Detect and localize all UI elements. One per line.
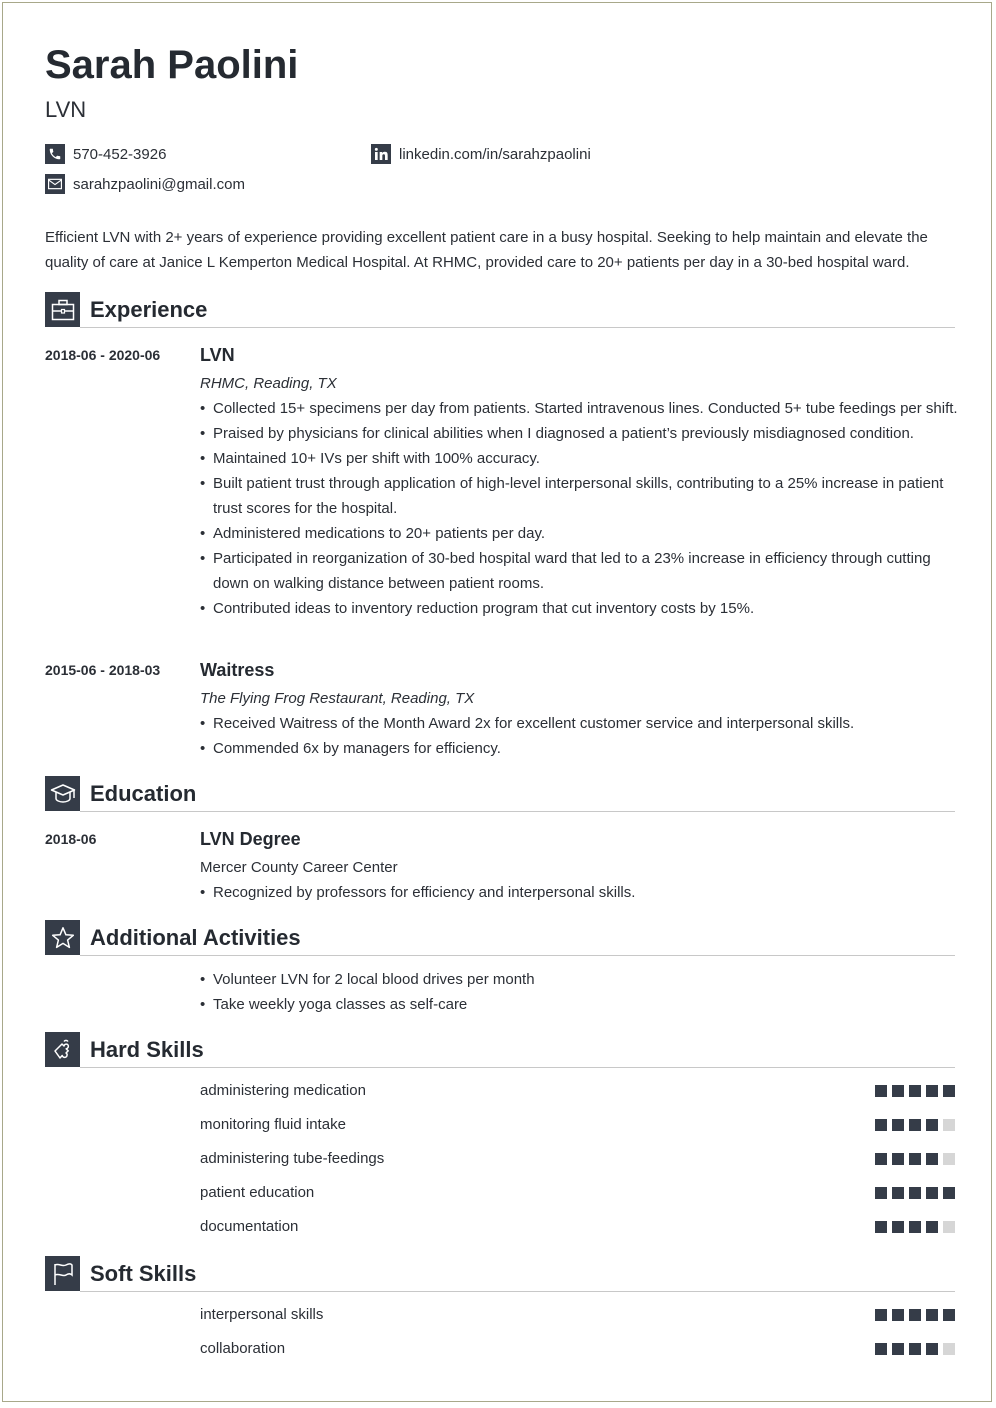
section-divider bbox=[80, 811, 955, 812]
skill-level-empty bbox=[943, 1119, 955, 1131]
skill-level-filled bbox=[926, 1085, 938, 1097]
skill-level-filled bbox=[926, 1153, 938, 1165]
briefcase-icon bbox=[45, 292, 80, 327]
email-text[interactable]: sarahzpaolini@gmail.com bbox=[73, 175, 245, 193]
email-contact bbox=[45, 174, 245, 194]
skill-level-filled bbox=[909, 1343, 921, 1355]
skill-level-filled bbox=[909, 1085, 921, 1097]
candidate-role: LVN bbox=[45, 97, 87, 122]
list-item: • Praised by physicians for clinical abilities when I diagnosed a patient’s previously misdiagnosed condition. bbox=[200, 421, 960, 446]
skill-row bbox=[200, 1218, 955, 1238]
education-section-header bbox=[45, 776, 955, 812]
hard-skills-title: Hard Skills bbox=[90, 1037, 204, 1062]
skill-name: administering medication bbox=[200, 1082, 366, 1099]
skill-level-filled bbox=[943, 1085, 955, 1097]
skill-level-filled bbox=[909, 1119, 921, 1131]
skill-level-meter bbox=[875, 1119, 955, 1131]
skill-level-filled bbox=[892, 1309, 904, 1321]
flag-icon bbox=[45, 1256, 80, 1291]
job-dates: 2018-06 - 2020-06 bbox=[45, 347, 161, 363]
list-item: • Built patient trust through application of high-level interpersonal skills, contributing to a 25% increase in patient trust scores for the hospital. bbox=[200, 471, 960, 521]
skill-level-meter bbox=[875, 1187, 955, 1199]
skill-level-filled bbox=[875, 1309, 887, 1321]
skill-level-filled bbox=[926, 1343, 938, 1355]
skill-name: interpersonal skills bbox=[200, 1306, 324, 1323]
list-item: • Commended 6x by managers for efficiency. bbox=[200, 736, 960, 761]
skill-level-filled bbox=[892, 1119, 904, 1131]
list-item: • Received Waitress of the Month Award 2x for excellent customer service and interpersonal skills. bbox=[200, 711, 960, 736]
skill-level-filled bbox=[892, 1187, 904, 1199]
activities-section-header bbox=[45, 920, 955, 956]
skill-level-filled bbox=[892, 1085, 904, 1097]
skill-level-filled bbox=[875, 1343, 887, 1355]
skill-level-empty bbox=[943, 1343, 955, 1355]
activities-title: Additional Activities bbox=[90, 925, 301, 950]
list-item: • Collected 15+ specimens per day from patients. Started intravenous lines. Conducted 5+ tube feedings per shift. bbox=[200, 396, 960, 421]
soft-skills-section-header bbox=[45, 1256, 955, 1292]
phone-icon bbox=[45, 144, 65, 164]
skill-level-empty bbox=[943, 1153, 955, 1165]
section-divider bbox=[80, 1291, 955, 1292]
profile-summary: Efficient LVN with 2+ years of experience providing excellent patient care in a busy hospital. Seeking to help maintain and elevate the quality of care at Janice L Kemperton Medical Hospital. At RHMC, provided care to 20+ patients per day in a 30-bed hospital ward. bbox=[45, 229, 928, 271]
skill-row bbox=[200, 1184, 955, 1204]
skill-level-filled bbox=[909, 1221, 921, 1233]
skill-level-filled bbox=[875, 1187, 887, 1199]
skill-level-filled bbox=[909, 1153, 921, 1165]
section-divider bbox=[80, 955, 955, 956]
linkedin-icon bbox=[371, 144, 391, 164]
skill-level-filled bbox=[943, 1187, 955, 1199]
email-icon bbox=[45, 174, 65, 194]
job-bullets bbox=[200, 396, 960, 621]
list-item: • Take weekly yoga classes as self-care bbox=[200, 992, 960, 1017]
skill-level-meter bbox=[875, 1309, 955, 1321]
job-dates: 2015-06 - 2018-03 bbox=[45, 662, 161, 678]
skill-level-empty bbox=[943, 1221, 955, 1233]
education-date: 2018-06 bbox=[45, 831, 97, 847]
job-employer: RHMC, Reading, TX bbox=[200, 375, 337, 392]
list-item: • Maintained 10+ IVs per shift with 100% accuracy. bbox=[200, 446, 960, 471]
job-title: Waitress bbox=[200, 660, 275, 680]
skill-name: monitoring fluid intake bbox=[200, 1116, 346, 1133]
graduation-cap-icon bbox=[45, 776, 80, 811]
skill-row bbox=[200, 1340, 955, 1360]
skill-level-filled bbox=[892, 1221, 904, 1233]
skill-level-filled bbox=[875, 1119, 887, 1131]
skill-level-filled bbox=[892, 1343, 904, 1355]
skill-name: collaboration bbox=[200, 1340, 286, 1357]
skill-level-meter bbox=[875, 1153, 955, 1165]
soft-skills-title: Soft Skills bbox=[90, 1261, 197, 1286]
education-bullets bbox=[200, 880, 960, 905]
hard-skills-section-header bbox=[45, 1032, 955, 1068]
activities-list bbox=[200, 967, 960, 1017]
puzzle-piece-icon bbox=[45, 1032, 80, 1067]
skill-row bbox=[200, 1150, 955, 1170]
skill-level-filled bbox=[875, 1085, 887, 1097]
skill-level-filled bbox=[909, 1309, 921, 1321]
skill-level-filled bbox=[926, 1221, 938, 1233]
school-name: Mercer County Career Center bbox=[200, 859, 398, 876]
skill-level-meter bbox=[875, 1343, 955, 1355]
section-divider bbox=[80, 327, 955, 328]
job-employer: The Flying Frog Restaurant, Reading, TX bbox=[200, 690, 475, 707]
skill-level-filled bbox=[892, 1153, 904, 1165]
degree-title: LVN Degree bbox=[200, 829, 301, 849]
job-bullets bbox=[200, 711, 960, 761]
skill-name: administering tube-feedings bbox=[200, 1150, 385, 1167]
skill-row bbox=[200, 1082, 955, 1102]
list-item: • Participated in reorganization of 30-bed hospital ward that led to a 23% increase in efficiency through cutting down on walking distance between patient rooms. bbox=[200, 546, 960, 596]
resume-page bbox=[2, 2, 992, 1402]
list-item: • Administered medications to 20+ patients per day. bbox=[200, 521, 960, 546]
list-item: • Recognized by professors for efficiency and interpersonal skills. bbox=[200, 880, 960, 905]
education-title: Education bbox=[90, 781, 197, 806]
list-item: • Contributed ideas to inventory reduction program that cut inventory costs by 15%. bbox=[200, 596, 960, 621]
skill-level-filled bbox=[943, 1309, 955, 1321]
skill-level-filled bbox=[909, 1187, 921, 1199]
candidate-name: Sarah Paolini bbox=[45, 43, 299, 87]
section-divider bbox=[80, 1067, 955, 1068]
star-icon bbox=[45, 920, 80, 955]
linkedin-contact bbox=[371, 144, 591, 164]
experience-section-header bbox=[45, 292, 955, 328]
skill-level-filled bbox=[926, 1309, 938, 1321]
list-item: • Volunteer LVN for 2 local blood drives per month bbox=[200, 967, 960, 992]
skill-row bbox=[200, 1306, 955, 1326]
linkedin-text[interactable]: linkedin.com/in/sarahzpaolini bbox=[399, 145, 591, 163]
skill-level-filled bbox=[875, 1221, 887, 1233]
skill-level-filled bbox=[875, 1153, 887, 1165]
phone-contact bbox=[45, 144, 166, 164]
skill-level-meter bbox=[875, 1221, 955, 1233]
job-title: LVN bbox=[200, 345, 235, 365]
skill-name: documentation bbox=[200, 1218, 299, 1235]
skill-level-filled bbox=[926, 1119, 938, 1131]
skill-name: patient education bbox=[200, 1184, 315, 1201]
skill-level-filled bbox=[926, 1187, 938, 1199]
experience-title: Experience bbox=[90, 297, 208, 322]
phone-text[interactable]: 570-452-3926 bbox=[73, 145, 167, 163]
skill-level-meter bbox=[875, 1085, 955, 1097]
skill-row bbox=[200, 1116, 955, 1136]
